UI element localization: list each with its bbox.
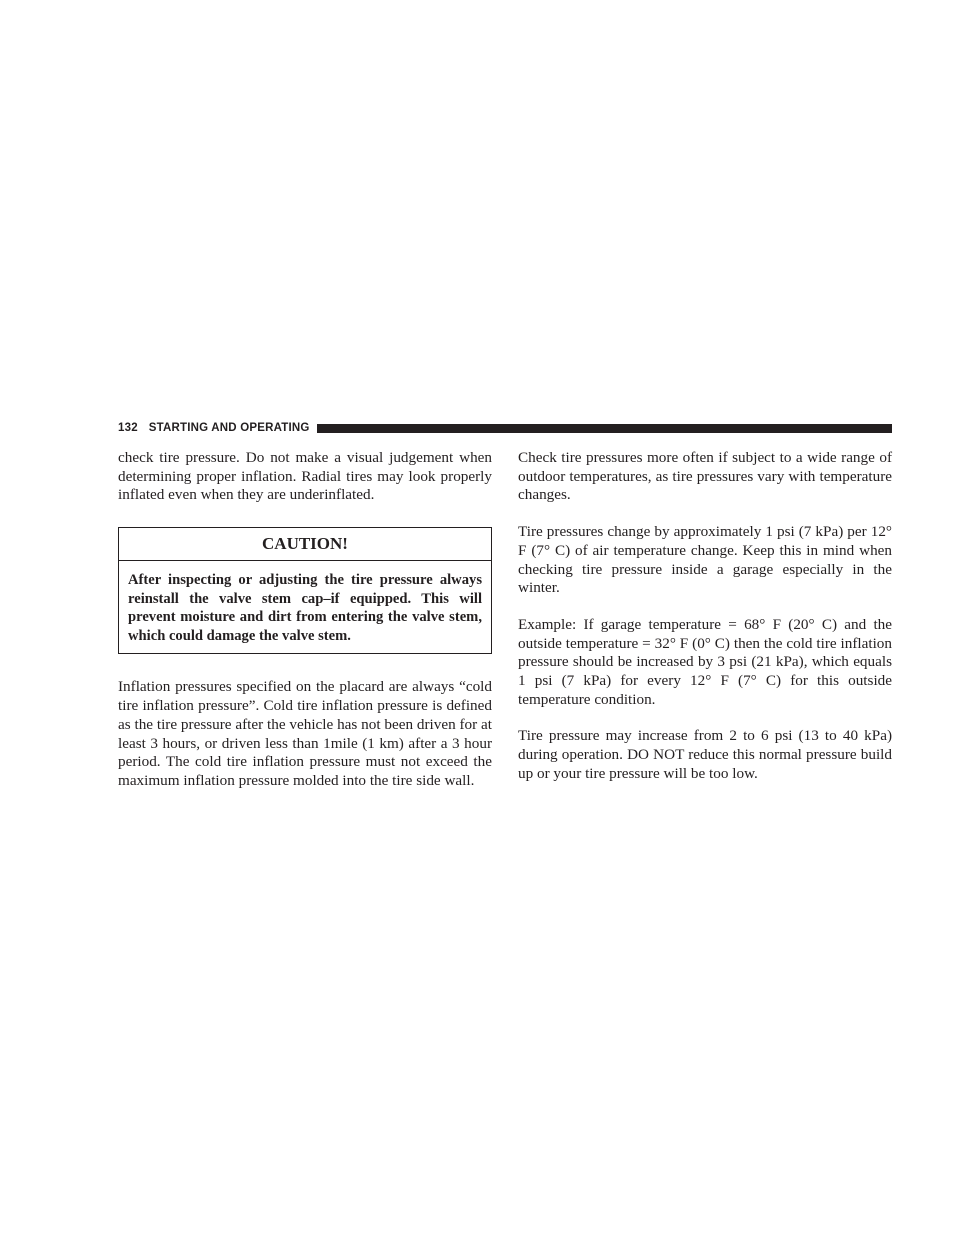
paragraph-cold-inflation: Inflation pressures specified on the placard are always “cold tire inflation pressure”. Cold tire inflation pressure is defined as the tire pressure after the vehicle has not been driven for at least 3 hours, or driven less than 1mile (1 km) after a 3 hour period. The cold tire inflation pressure must not exceed the maximum inflation pressure molded into the tire side wall. (118, 678, 492, 789)
page-header (118, 420, 892, 436)
paragraph-check-often: Check tire pressures more often if subject to a wide range of outdoor temperatures, as tire pressures vary with temperature changes. (518, 449, 892, 504)
header-rule (317, 424, 892, 433)
caution-title: CAUTION! (119, 528, 491, 561)
paragraph-operation-increase: Tire pressure may increase from 2 to 6 psi (13 to 40 kPa) during operation. DO NOT reduce this normal pressure build up or your tire pressure will be too low. (518, 727, 892, 782)
page-number: 132 (118, 422, 138, 434)
paragraph-pressure-change: Tire pressures change by approximately 1 psi (7 kPa) per 12° F (7° C) of air temperature change. Keep this in mind when checking tire pressure inside a garage especially in the winter. (518, 523, 892, 597)
left-column (118, 449, 492, 809)
caution-body: After inspecting or adjusting the tire pressure always reinstall the valve stem cap–if equipped. This will prevent moisture and dirt from entering the valve stem, which could damage the valve stem. (128, 572, 482, 644)
paragraph-example: Example: If garage temperature = 68° F (20° C) and the outside temperature = 32° F (0° C) then the cold tire inflation pressure should be increased by 3 psi (21 kPa), which equals 1 psi (7 kPa) for every 12° F (7° C) for this outside temperature condition. (518, 615, 892, 708)
right-column (518, 449, 892, 802)
caution-box (118, 527, 492, 654)
paragraph-visual-judgement: check tire pressure. Do not make a visual judgement when determining proper inflation. Radial tires may look properly inflated even when they are underinflated. (118, 449, 492, 504)
section-title: STARTING AND OPERATING (148, 422, 310, 434)
